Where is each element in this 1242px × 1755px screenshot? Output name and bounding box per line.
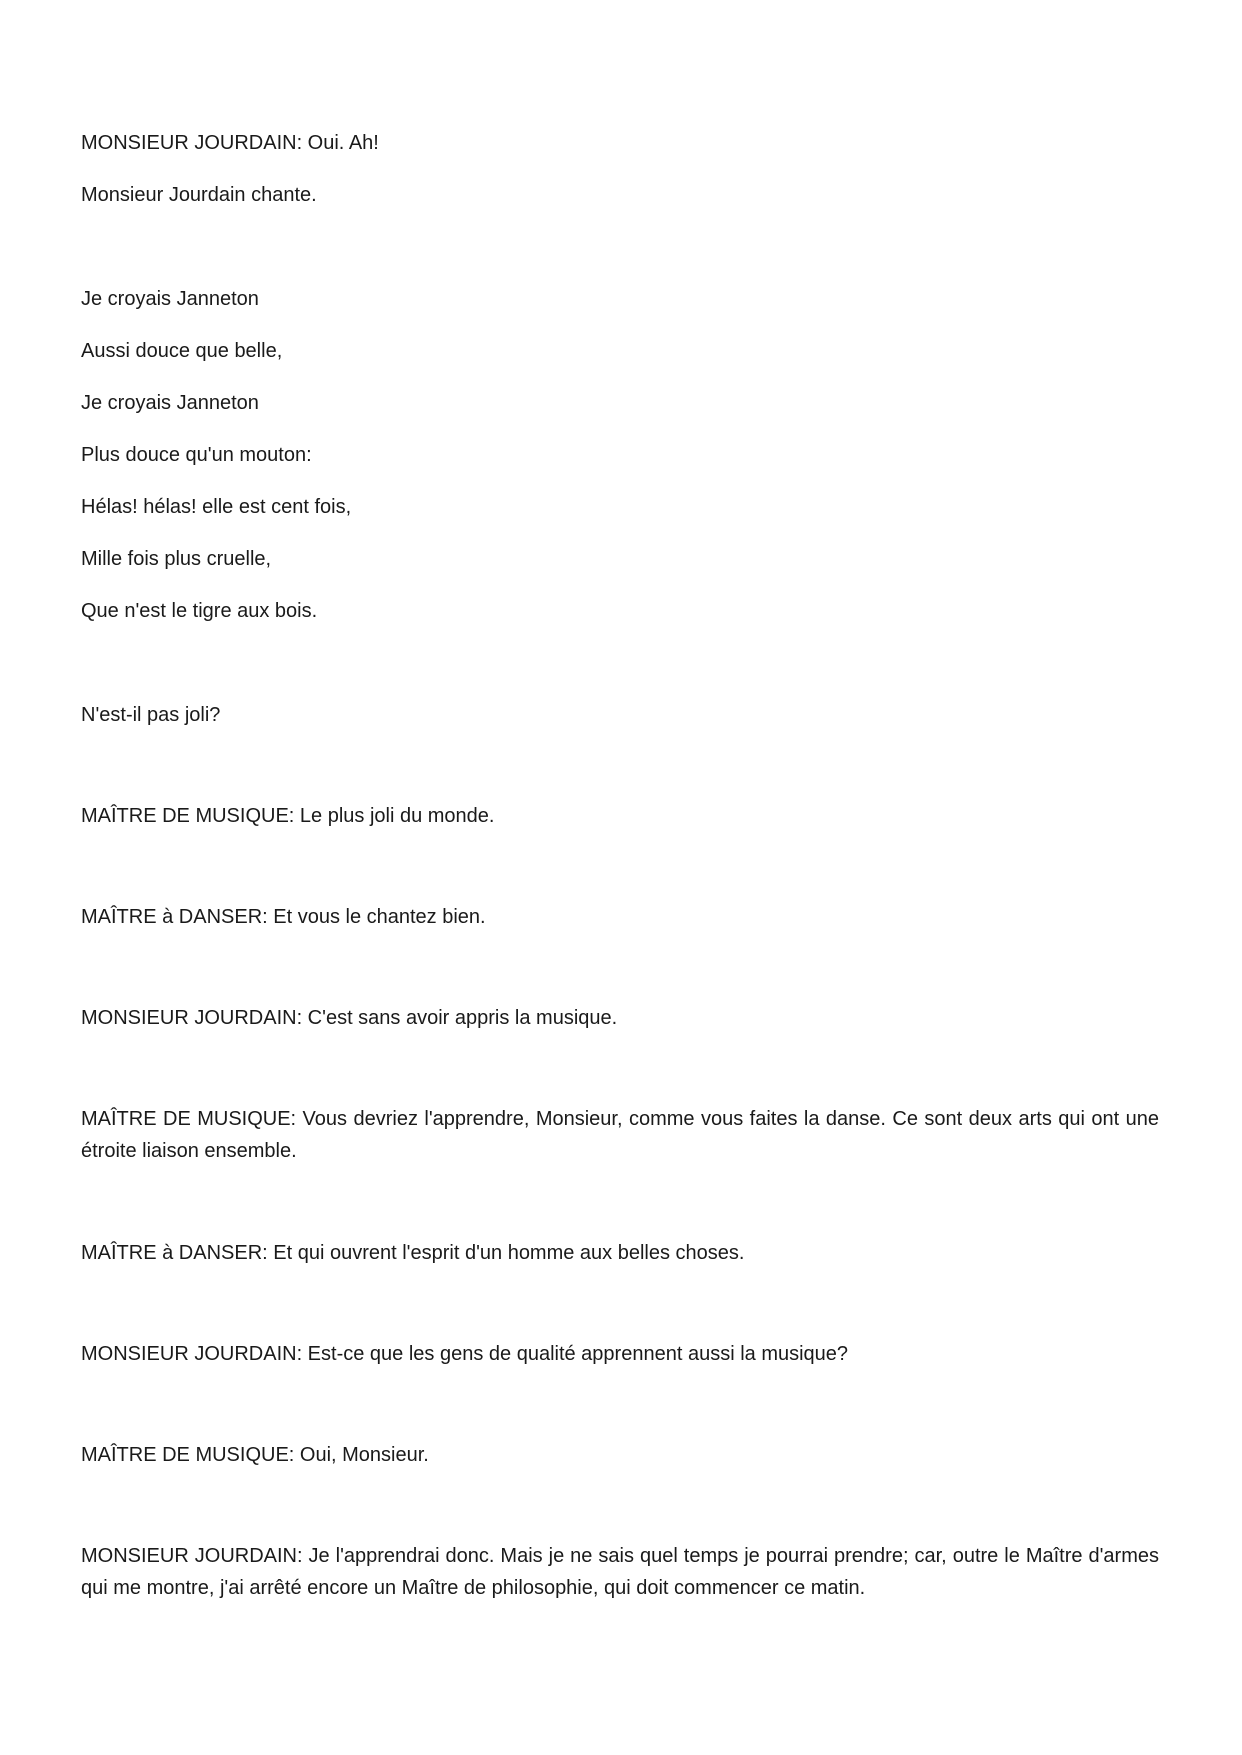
dialogue-line: N'est-il pas joli? <box>81 704 221 726</box>
song-verse-line: Je croyais Janneton <box>81 392 259 414</box>
stage-direction: Monsieur Jourdain chante. <box>81 184 317 206</box>
dialogue-line: MAÎTRE à DANSER: Et vous le chantez bien. <box>81 906 486 928</box>
dialogue-paragraph: MAÎTRE DE MUSIQUE: Vous devriez l'apprendre, Monsieur, comme vous faites la danse. Ce sont deux arts qui ont une étroite liaison ensemble. <box>81 1108 1159 1162</box>
song-verse-line: Aussi douce que belle, <box>81 340 283 362</box>
dialogue-line: MONSIEUR JOURDAIN: Est-ce que les gens de qualité apprennent aussi la musique? <box>81 1343 849 1365</box>
dialogue-line: MAÎTRE DE MUSIQUE: Le plus joli du monde. <box>81 805 495 827</box>
dialogue-line: MAÎTRE DE MUSIQUE: Oui, Monsieur. <box>81 1444 429 1466</box>
song-verse-line: Je croyais Janneton <box>81 288 259 310</box>
song-verse-line: Hélas! hélas! elle est cent fois, <box>81 496 352 518</box>
song-verse-line: Plus douce qu'un mouton: <box>81 444 312 466</box>
dialogue-line: MONSIEUR JOURDAIN: Oui. Ah! <box>81 132 379 154</box>
song-verse-line: Que n'est le tigre aux bois. <box>81 600 318 622</box>
dialogue-line: MAÎTRE à DANSER: Et qui ouvrent l'esprit d'un homme aux belles choses. <box>81 1242 745 1264</box>
song-verse-line: Mille fois plus cruelle, <box>81 548 272 570</box>
dialogue-line: MONSIEUR JOURDAIN: C'est sans avoir appris la musique. <box>81 1007 618 1029</box>
dialogue-paragraph: MONSIEUR JOURDAIN: Je l'apprendrai donc. Mais je ne sais quel temps je pourrai prendre; car, outre le Maître d'armes qui me montre, j'ai arrêté encore un Maître de philosophie, qui doit commencer ce matin. <box>81 1545 1159 1599</box>
